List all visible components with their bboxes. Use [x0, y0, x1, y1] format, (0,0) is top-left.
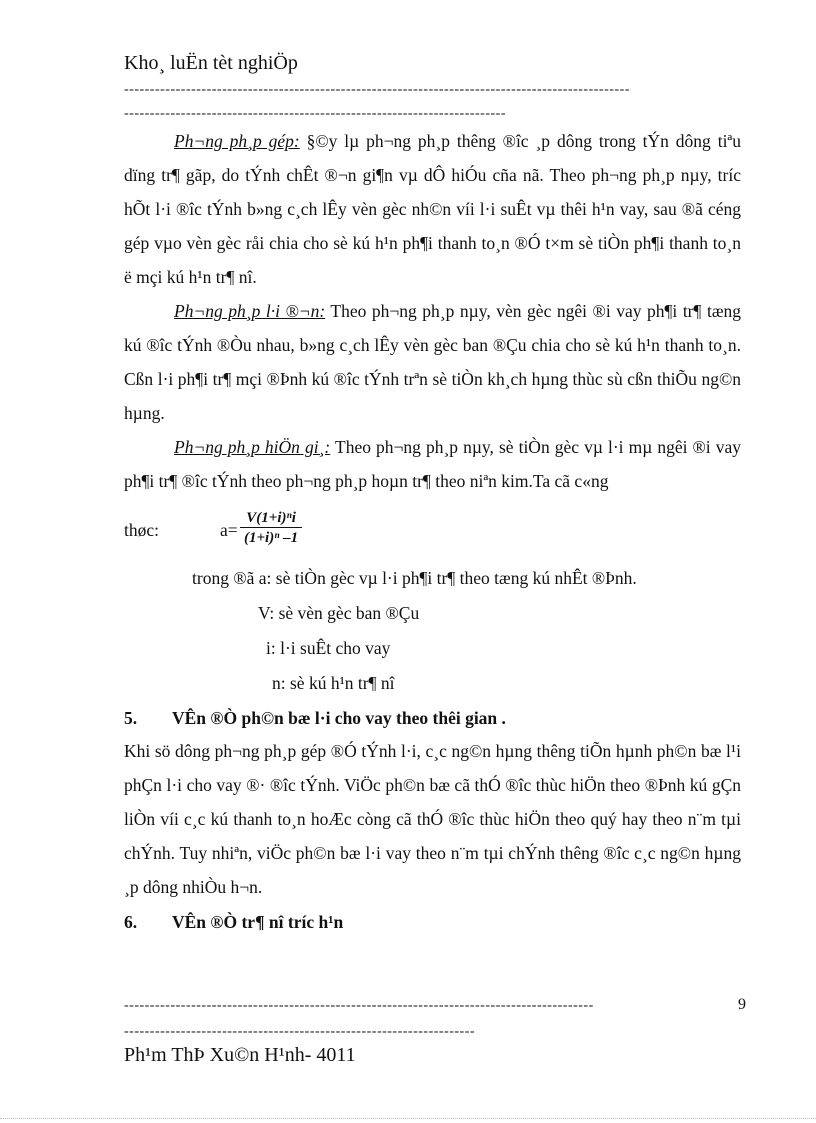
formula-fraction	[240, 510, 302, 547]
annuity-formula	[124, 510, 741, 558]
method-lai-don-label: Ph¬ng ph¸p l·i ®¬n:	[174, 301, 326, 321]
method-lai-don-text: Theo ph¬ng ph¸p nµy, vèn gèc ngêi ®i vay ph¶i tr¶ tæng kú ®îc tÝnh ®Òu nhau, b»ng c¸ch lÊy vèn gèc ban ®Çu chia cho sè kú h¹n thanh to¸n. Cßn l·i ph¶i tr¶ mçi ®Þnh kú ®îc tÝnh trªn sè tiÒn kh¸ch hµng thùc sù cßn thiÕu ng©n hµng.	[124, 301, 742, 423]
method-gop-text: §©y lµ ph¬ng ph¸p thêng ®îc ¸p dông trong tÝn dông tiªu dïng tr¶ gãp, do tÝnh chÊt ®¬n gi¶n vµ dÔ hiÓu cña nã. Theo ph¬ng ph¸p nµy, tríc hÕt l·i ®îc tÝnh b»ng c¸ch lÊy vèn gèc nh©n víi l·i suÊt vµ thêi h¹n vay, sau ®ã céng gép vµo vèn gèc råi chia cho sè kú h¹n ph¶i thanh to¸n ®Ó t×m sè tiÒn ph¶i thanh to¸n ë mçi kú h¹n tr¶ nî.	[124, 131, 742, 287]
section-5-number: 5.	[124, 708, 138, 728]
section-6-heading	[124, 912, 343, 933]
section-5-paragraph: Khi sö dông ph¬ng ph¸p gép ®Ó tÝnh l·i, c¸c ng©n hµng thêng tiÕn hµnh ph©n bæ l¹i phÇn l·i cho vay ®· ®îc tÝnh. ViÖc ph©n bæ cã thÓ ®îc thùc hiÖn theo ®Þnh kú gÇn liÒn víi c¸c kú thanh to¸n hoÆc còng cã thÓ ®îc thùc hiÖn theo quý hay theo n¨m tµi chÝnh. Tuy nhiªn, viÖc ph©n bæ l·i vay theo n¨m tµi chÝnh thêng ®îc c¸c ng©n hµng ¸p dông nhiÒu h¬n.	[124, 741, 741, 897]
footer-rule-continued: --------------------------------------------------------------------	[124, 1024, 476, 1039]
header-rule: --------------------------------------------------------------------------------------------------	[124, 82, 630, 97]
definition-n: n: sè kú h¹n tr¶ nî	[272, 673, 395, 693]
definition-i: i: l·i suÊt cho vay	[266, 638, 391, 658]
header-rule-continued: --------------------------------------------------------------------------	[124, 106, 506, 121]
definition-v: V: sè vèn gèc ban ®Çu	[258, 603, 420, 623]
page-bottom-border	[0, 1118, 816, 1119]
definition-a: trong ®ã a: sè tiÒn gèc vµ l·i ph¶i tr¶ theo tæng kú nhÊt ®Þnh.	[192, 568, 637, 588]
formula-label: thøc:	[124, 520, 159, 540]
footer-rule: -------------------------------------------------------------------------------------------	[124, 998, 594, 1013]
footer-author: Ph¹m ThÞ Xu©n H¹nh- 4011	[124, 1044, 356, 1066]
formula-lhs: a=	[220, 520, 238, 540]
paragraph-method-lai-don	[124, 294, 741, 430]
section-6-title: VÊn ®Ò tr¶ nî tríc h¹n	[172, 912, 344, 932]
section-5-heading	[124, 708, 506, 729]
formula-denominator: (1+i)ⁿ –1	[244, 530, 299, 546]
section-5-title: VÊn ®Ò ph©n bæ l·i cho vay theo thêi gian .	[172, 708, 506, 728]
paragraph-method-hien-gia	[124, 430, 741, 498]
header-title: Kho¸ luËn tèt nghiÖp	[124, 52, 298, 74]
formula-numerator: V(1+i)ⁿi	[240, 510, 302, 528]
section-6-number: 6.	[124, 912, 138, 932]
method-hien-gia-text: Theo ph¬ng ph¸p nµy, sè tiÒn gèc vµ l·i mµ ngêi ®i vay ph¶i tr¶ ®îc tÝnh theo ph¬ng ph¸p hoµn tr¶ theo niªn kim.Ta cã c«ng	[124, 437, 741, 491]
paragraph-method-gop	[124, 124, 741, 294]
method-hien-gia-label: Ph¬ng ph¸p hiÖn gi¸:	[174, 437, 331, 457]
page-number: 9	[738, 996, 746, 1013]
method-gop-label: Ph¬ng ph¸p gép:	[174, 131, 300, 151]
